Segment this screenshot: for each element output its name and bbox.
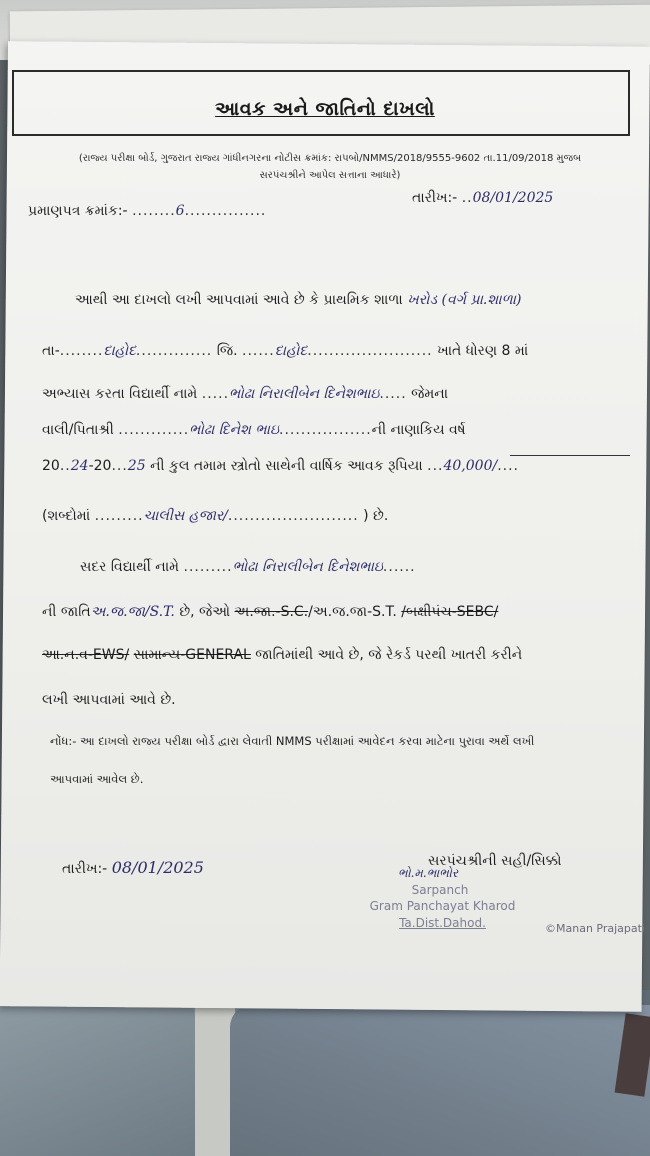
stamp-line-1: Sarpanch xyxy=(411,883,469,897)
line-student: અભ્યાસ કરતા વિદ્યાર્થી નામે .....ભોઢા નિરાલીબેન દિનેશભાઇ..... જેમના xyxy=(42,386,449,402)
words-label: (શબ્દોમાં xyxy=(42,508,91,524)
floor xyxy=(195,1000,235,1156)
district-label: જિ. xyxy=(216,343,238,359)
certificate-number: 6 xyxy=(175,203,185,219)
bottom-date-value: 08/01/2025 xyxy=(111,858,204,877)
watermark: ©Manan Prajapati xyxy=(545,922,646,935)
caste-end-text: જાતિમાંથી આવે છે, જે રેકર્ડ પરથી ખાતરી કરીને xyxy=(255,647,523,663)
certificate-number-label: પ્રમાણપત્ર ક્રમાંક:- xyxy=(28,203,128,219)
bottom-date-row xyxy=(62,858,204,877)
option-sebc: /બક્ષીપંચ-SEBC/ xyxy=(401,604,499,620)
date-value: 08/01/2025 xyxy=(472,190,554,206)
note-line-1: નોંધ:- આ દાખલો રાજ્ય પરીક્ષા બોર્ડ દ્વારા લેવાતી NMMS પરીક્ષામાં આવેદન કરવા માટેના પુરાવા અર્થે લખી xyxy=(50,734,535,748)
stamp-line-2: Gram Panchayat Kharod xyxy=(369,899,516,913)
income-text: ની કુલ તમામ સ્ત્રોતો સાથેની વાર્ષિક આવક રૂપિયા xyxy=(150,458,423,474)
note-line-2: આપવામાં આવેલ છે. xyxy=(50,772,144,786)
financial-year-text: ની નાણાકિય વર્ષ xyxy=(371,422,466,438)
option-sc: અ.જા.-S.C. xyxy=(234,604,309,620)
line-caste xyxy=(42,604,498,620)
student-name: ભોઢા નિરાલીબેન દિનેશભાઇ xyxy=(229,386,380,402)
parent-name: ભોઢા દિનેશ ભાઇ xyxy=(189,422,279,438)
income-words: ચાલીસ હજાર/ xyxy=(143,508,228,524)
caste-prefix: ની જાતિ xyxy=(42,604,91,620)
caste-value: અ.જ.જા/S.T. xyxy=(90,604,175,620)
date-label: તારીખ:- xyxy=(412,190,458,206)
signature-scrawl: ભો.મ.ભાભોર xyxy=(398,866,459,880)
student-label: અભ્યાસ કરતા વિદ્યાર્થી નામે xyxy=(42,386,198,402)
bottom-date-label: તારીખ:- xyxy=(62,861,108,877)
option-st: /અ.જ.જા-S.T. xyxy=(308,604,397,620)
reference-line-1: (રાજ્ય પરીક્ષા બોર્ડ, ગુજરાત રાજ્ય ગાંધીનગરના નોટીસ ક્રમાંક: રાપબો/NMMS/2018/9555-9602 તા.11/09/2018 મુજબ xyxy=(78,153,582,164)
income-underline xyxy=(510,455,630,456)
sadar-name: ભોઢા નિરાલીબેન દિનેશભાઇ xyxy=(232,559,383,575)
line-taluka: તા-........દાહોદ.............. જિ. ......દાહોદ....................... ખાતે ધોરણ 8 માં xyxy=(42,343,529,359)
income-amount: 40,000/ xyxy=(443,458,498,474)
reference-note xyxy=(40,150,620,184)
jemna-text: જેમના xyxy=(411,386,449,402)
line-sadar: સદર વિદ્યાર્થી નામે .........ભોઢા નિરાલીબેન દિનેશભાઇ...... xyxy=(80,559,416,575)
year-from: 24 xyxy=(70,458,89,474)
knee-right xyxy=(230,1005,650,1156)
caste-text: છે, જેઓ xyxy=(179,604,231,620)
sadar-label: સદર વિદ્યાર્થી નામે xyxy=(80,559,180,575)
option-general: સામાન્ય-GENERAL xyxy=(133,647,251,663)
certificate-number-row: પ્રમાણપત્ર ક્રમાંક:- ........6............... xyxy=(28,203,267,219)
line-category xyxy=(42,647,522,663)
reference-line-2: સરપંચશ્રીને આપેલ સત્તાના આધારે) xyxy=(259,170,401,181)
line-income: 20..24-20...25 ની કુલ તમામ સ્ત્રોતો સાથેની વાર્ષિક આવક રૂપિયા ...40,000/.... xyxy=(42,458,519,474)
parent-label: વાલી/પિતાશ્રી xyxy=(42,422,114,438)
closing-text: લખી આપવામાં આવે છે. xyxy=(42,692,176,708)
taluka-value: દાહોદ xyxy=(103,343,136,359)
knee-left xyxy=(0,1000,195,1156)
school-name: ખરોડ (વર્ગ પ્રા.શાળા) xyxy=(407,292,522,308)
stamp-line-3: Ta.Dist.Dahod. xyxy=(399,916,486,930)
words-end: ) છે. xyxy=(363,508,389,524)
taluka-label: તા- xyxy=(42,343,60,359)
date-row: તારીખ:- ..08/01/2025 xyxy=(412,190,554,206)
standard-text: ખાતે ધોરણ 8 માં xyxy=(437,343,529,359)
line-parent: વાલી/પિતાશ્રી .............ભોઢા દિનેશ ભાઇ.................ની નાણાકિય વર્ષ xyxy=(42,422,466,438)
district-value: દાહોદ xyxy=(274,343,308,359)
document-title: આવક અને જાતિનો દાખલો xyxy=(215,98,435,120)
signature-label: સરપંચશ્રીની સહી/સિક્કો xyxy=(428,853,562,869)
line-school xyxy=(75,292,521,308)
option-ews: આ.ન.વ-EWS/ xyxy=(42,647,130,663)
year-to: 25 xyxy=(127,458,146,474)
line-words: (શબ્દોમાં .........ચાલીસ હજાર/........................ ) છે. xyxy=(42,508,389,524)
line1-text: આથી આ દાખલો લખી આપવામાં આવે છે કે પ્રાથમિક શાળા xyxy=(75,292,403,308)
